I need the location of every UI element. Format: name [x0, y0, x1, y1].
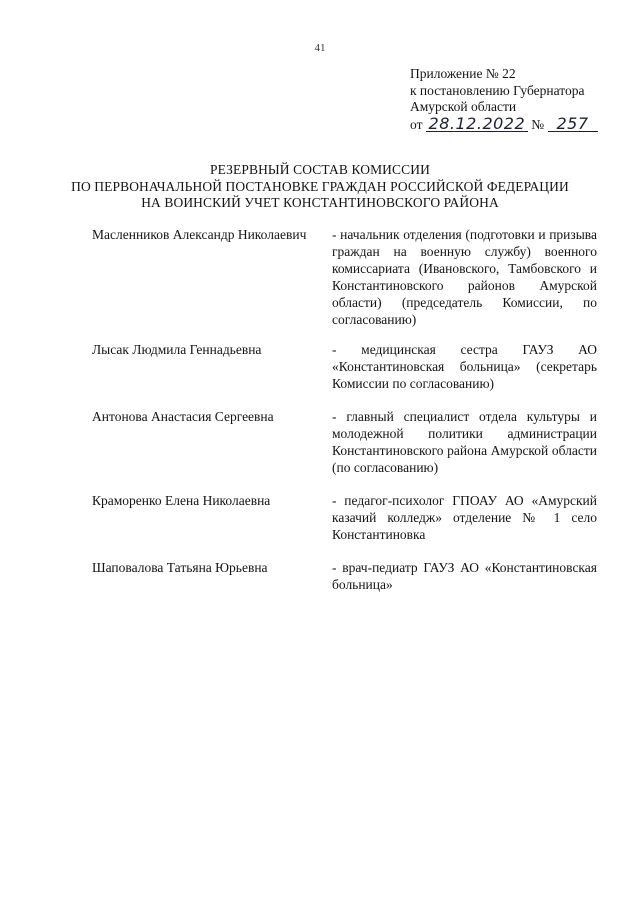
- member-name: Масленников Александр Николаевич: [92, 227, 307, 242]
- member-row: [92, 341, 597, 408]
- member-name: Антонова Анастасия Сергеевна: [92, 409, 274, 424]
- number-prefix: №: [531, 116, 545, 132]
- handwritten-date: 28.12.2022: [426, 116, 528, 132]
- members-list: [92, 226, 597, 593]
- appendix-header: [410, 66, 625, 133]
- member-name: Шаповалова Татьяна Юрьевна: [92, 560, 268, 575]
- title-line-1: РЕЗЕРВНЫЙ СОСТАВ КОМИССИИ: [210, 162, 430, 177]
- member-row: [92, 226, 597, 341]
- member-role: - медицинская сестра ГАУЗ АО «Константиновская больница» (секретарь Комиссии по согласованию): [332, 342, 597, 391]
- appendix-region: Амурской области: [410, 99, 517, 114]
- page-number: 41: [314, 42, 326, 54]
- handwritten-number: 257: [548, 116, 598, 132]
- title-line-3: НА ВОИНСКИЙ УЧЕТ КОНСТАНТИНОВСКОГО РАЙОНА: [141, 195, 499, 210]
- member-row: [92, 559, 597, 593]
- member-name: Лысак Людмила Геннадьевна: [92, 342, 262, 357]
- appendix-title: Приложение № 22: [410, 66, 516, 81]
- date-prefix: от: [410, 116, 423, 132]
- member-row: [92, 492, 597, 559]
- document-title: [0, 162, 640, 212]
- member-role: - врач-педиатр ГАУЗ АО «Константиновская больница»: [332, 560, 597, 592]
- member-role: - педагог-психолог ГПОАУ АО «Амурский казачий колледж» отделение № 1 село Константиновка: [332, 493, 597, 542]
- member-role: - начальник отделения (подготовки и призыва граждан на военную службу) военного комиссариата (Ивановского, Тамбовского и Константиновского районов Амурской области) (председатель Комиссии, по согласованию): [332, 227, 597, 327]
- member-name: Краморенко Елена Николаевна: [92, 493, 271, 508]
- member-role: - главный специалист отдела культуры и молодежной политики администрации Константиновского района Амурской области (по согласованию): [332, 409, 597, 475]
- appendix-date-line: [410, 113, 625, 134]
- member-row: [92, 408, 597, 492]
- title-line-2: ПО ПЕРВОНАЧАЛЬНОЙ ПОСТАНОВКЕ ГРАЖДАН РОССИЙСКОЙ ФЕДЕРАЦИИ: [71, 178, 569, 194]
- appendix-decree-reference: к постановлению Губернатора: [410, 82, 585, 98]
